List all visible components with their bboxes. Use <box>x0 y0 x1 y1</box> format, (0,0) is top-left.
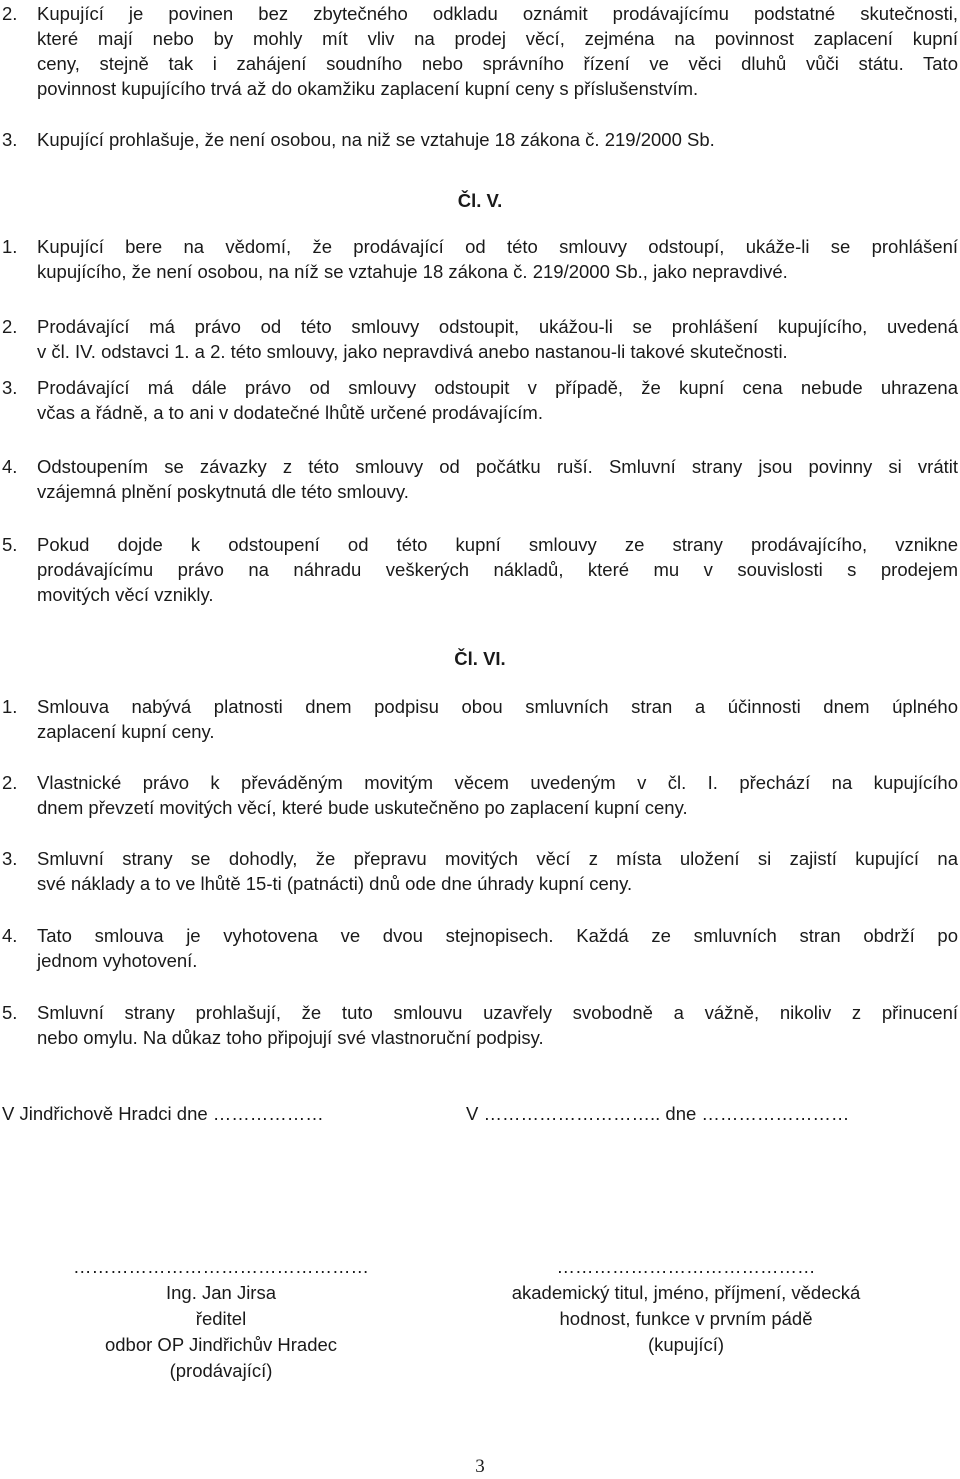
seller-role: (prodávající) <box>169 1360 273 1381</box>
paragraph-line: Smlouva nabývá platnosti dnem podpisu obou smluvních stran a účinnosti dnem úplného <box>37 696 958 717</box>
buyer-place-date: V ……………………….. dne …………………… <box>466 1103 850 1124</box>
seller-signature-block <box>0 1254 442 1384</box>
paragraph-number: 5. <box>2 1002 18 1023</box>
buyer-function-placeholder: hodnost, funkce v prvním pádě <box>559 1308 813 1329</box>
paragraph-line: prodávajícímu právo na náhradu veškerých nákladů, které mu v souvislosti s prodejem <box>37 559 958 580</box>
paragraph-line: dnem převzetí movitých věcí, které bude uskutečněno po zaplacení kupní ceny. <box>37 797 688 818</box>
buyer-name-placeholder: akademický titul, jméno, příjmení, vědecká <box>511 1282 861 1303</box>
paragraph-number: 2. <box>2 3 18 24</box>
paragraph-number: 1. <box>2 236 18 257</box>
paragraph-number: 5. <box>2 534 18 555</box>
seller-position: ředitel <box>195 1308 247 1329</box>
signature-line: …………………………………… <box>556 1256 816 1277</box>
buyer-signature-block <box>462 1254 910 1358</box>
article-vi-heading: Čl. VI. <box>454 648 506 669</box>
paragraph-line: Smluvní strany prohlašují, že tuto smlouvu uzavřely svobodně a vážně, nikoliv z přinucení <box>37 1002 958 1023</box>
page-number: 3 <box>475 1456 485 1477</box>
paragraph-line: své náklady a to ve lhůtě 15-ti (patnácti) dnů ode dne úhrady kupní ceny. <box>37 873 633 894</box>
paragraph-line: Pokud dojde k odstoupení od této kupní smlouvy ze strany prodávajícího, vznikne <box>37 534 958 555</box>
paragraph-line: ceny, stejně tak i zahájení soudního nebo správního řízení ve věci dluhů vůči státu. Tato <box>37 53 958 74</box>
paragraph-line: vzájemná plnění poskytnutá dle této smlouvy. <box>37 481 409 502</box>
paragraph-line: zaplacení kupní ceny. <box>37 721 215 742</box>
paragraph-line: Prodávající má dále právo od smlouvy odstoupit v případě, že kupní cena nebude uhrazena <box>37 377 958 398</box>
seller-department: odbor OP Jindřichův Hradec <box>104 1334 338 1355</box>
signature-line: ………………………………………… <box>73 1256 369 1277</box>
paragraph-number: 4. <box>2 456 18 477</box>
paragraph-number: 3. <box>2 129 18 150</box>
seller-place-date: V Jindřichově Hradci dne ……………… <box>2 1103 324 1124</box>
buyer-role: (kupující) <box>647 1334 725 1355</box>
paragraph-line: v čl. IV. odstavci 1. a 2. této smlouvy, jako nepravdivá anebo nastanou-li takové skutečnosti. <box>37 341 788 362</box>
paragraph-line: Kupující bere na vědomí, že prodávající od této smlouvy odstoupí, ukáže-li se prohlášení <box>37 236 958 257</box>
paragraph-line: povinnost kupujícího trvá až do okamžiku zaplacení kupní ceny s příslušenstvím. <box>37 78 699 99</box>
paragraph-number: 2. <box>2 316 18 337</box>
paragraph-line: Tato smlouva je vyhotovena ve dvou stejnopisech. Každá ze smluvních stran obdrží po <box>37 925 958 946</box>
paragraph-number: 1. <box>2 696 18 717</box>
paragraph-number: 3. <box>2 848 18 869</box>
seller-name: Ing. Jan Jirsa <box>165 1282 277 1303</box>
paragraph-line: nebo omylu. Na důkaz toho připojují své vlastnoruční podpisy. <box>37 1027 544 1048</box>
paragraph-line: jednom vyhotovení. <box>37 950 198 971</box>
paragraph-line: Kupující prohlašuje, že není osobou, na niž se vztahuje 18 zákona č. 219/2000 Sb. <box>37 129 715 150</box>
paragraph-number: 2. <box>2 772 18 793</box>
paragraph-line: Vlastnické právo k převáděným movitým věcem uvedeným v čl. I. přechází na kupujícího <box>37 772 958 793</box>
paragraph-number: 4. <box>2 925 18 946</box>
paragraph-line: kupujícího, že není osobou, na níž se vztahuje 18 zákona č. 219/2000 Sb., jako nepravdivé. <box>37 261 788 282</box>
paragraph-line: Kupující je povinen bez zbytečného odkladu oznámit prodávajícímu podstatné skutečnosti, <box>37 3 958 24</box>
paragraph-line: Prodávající má právo od této smlouvy odstoupit, ukážou-li se prohlášení kupujícího, uvedená <box>37 316 958 337</box>
paragraph-line: movitých věcí vznikly. <box>37 584 214 605</box>
paragraph-line: které mají nebo by mohly mít vliv na prodej věcí, zejména na povinnost zaplacení kupní <box>37 28 958 49</box>
article-v-heading: Čl. V. <box>457 190 503 211</box>
paragraph-line: Odstoupením se závazky z této smlouvy od počátku ruší. Smluvní strany jsou povinny si vrátit <box>37 456 958 477</box>
paragraph-number: 3. <box>2 377 18 398</box>
paragraph-line: Smluvní strany se dohodly, že přepravu movitých věcí z místa uložení si zajistí kupující na <box>37 848 958 869</box>
paragraph-line: včas a řádně, a to ani v dodatečné lhůtě určené prodávajícím. <box>37 402 543 423</box>
